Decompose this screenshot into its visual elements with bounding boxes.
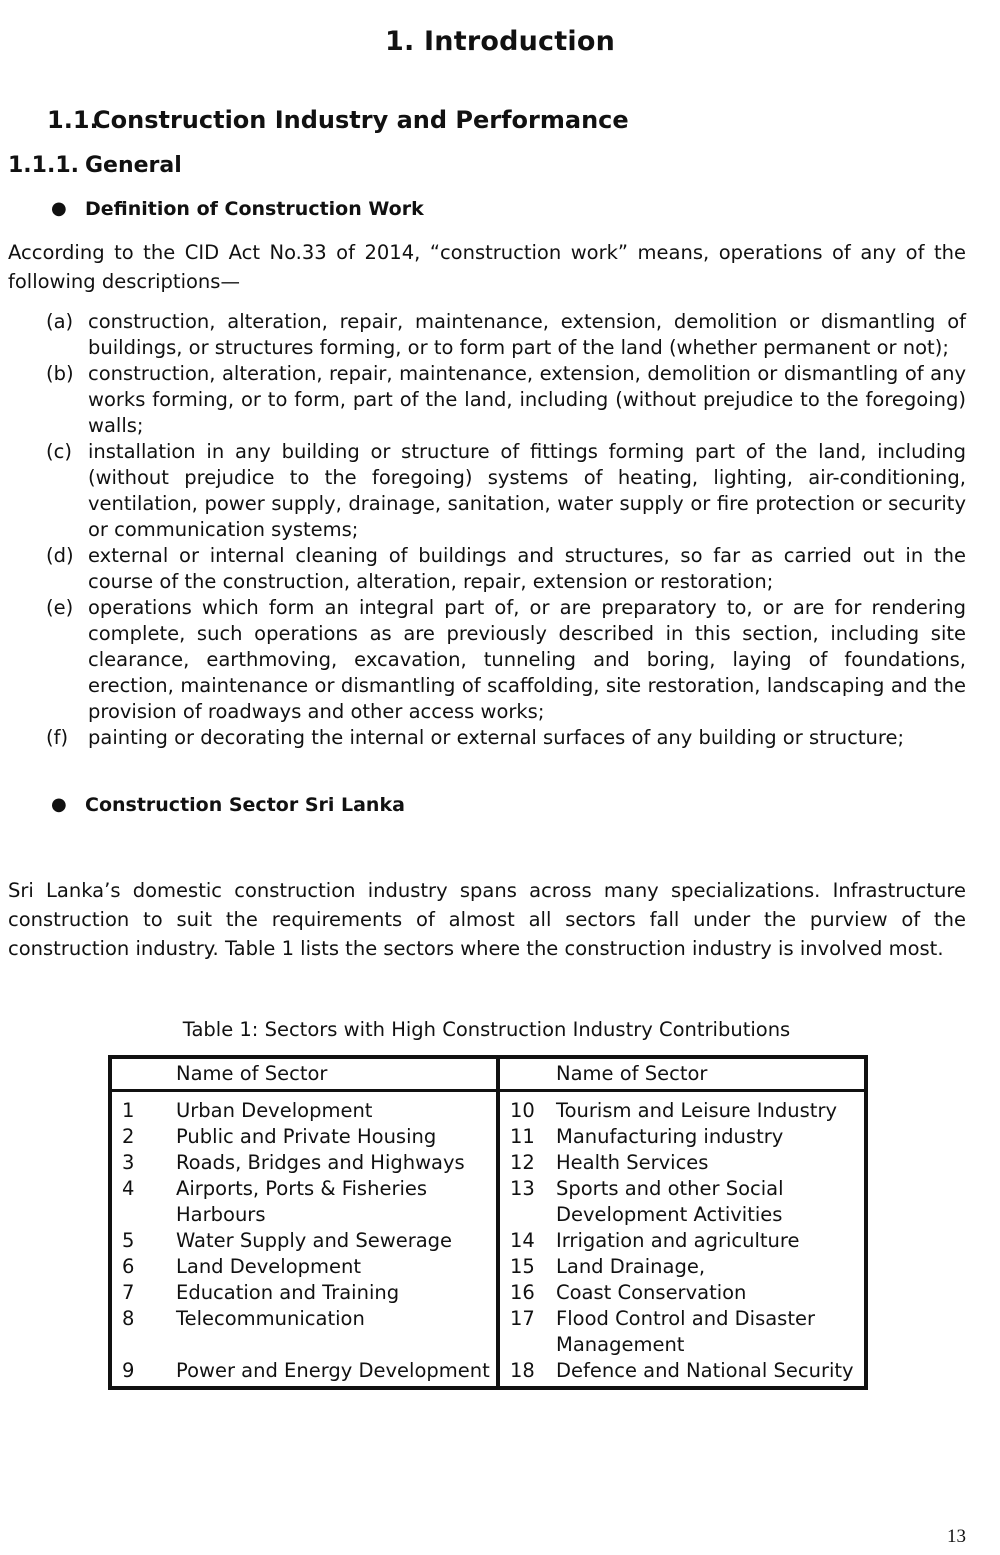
list-item-label: (a) — [46, 310, 74, 333]
list-item-text: construction, alteration, repair, maintenance, extension, demolition or dismantling of any works forming, or to form, part of the land, including (without prejudice to the foregoing) walls; — [88, 362, 966, 437]
list-item — [8, 595, 966, 725]
table-row — [110, 1176, 866, 1228]
sector-name: Power and Energy Development — [176, 1359, 490, 1382]
section-number: 1.1. — [47, 106, 99, 134]
sector-name: Land Development — [176, 1255, 362, 1278]
sector-name: Irrigation and agriculture — [556, 1229, 800, 1252]
table-header-row — [110, 1057, 866, 1091]
sector-number: 2 — [122, 1125, 135, 1148]
section-title: Construction Industry and Performance — [93, 106, 629, 134]
sector-name: Manufacturing industry — [556, 1125, 784, 1148]
sector-paragraph: Sri Lanka’s domestic construction industry spans across many specializations. Infrastructure construction to suit the requirements of almost all sectors fall under the purview of the construction industry. Table 1 lists the sectors where the construction industry is involved most. — [8, 879, 966, 960]
sector-name: Airports, Ports & Fisheries Harbours — [176, 1177, 428, 1226]
sector-number: 15 — [498, 1254, 556, 1280]
bullet-heading — [51, 794, 405, 816]
sector-number: 12 — [498, 1150, 556, 1176]
list-item — [8, 309, 966, 361]
sector-name: Tourism and Leisure Industry — [556, 1099, 838, 1122]
sector-name: Education and Training — [176, 1281, 400, 1304]
table-row — [110, 1091, 866, 1125]
sector-number: 16 — [498, 1280, 556, 1306]
table-row — [110, 1280, 866, 1306]
subsection-title: General — [85, 153, 182, 178]
list-item-text: operations which form an integral part of, or are preparatory to, or are for rendering complete, such operations as are previously described in this section, including site clearance, earthmoving, excavation, tunneling and boring, laying of foundations, erection, maintenance or dismantling of scaffolding, site restoration, landscaping and the provision of roadways and other access works; — [88, 596, 966, 723]
sector-name: Flood Control and Disaster Management — [556, 1307, 816, 1356]
table-caption: Table 1: Sectors with High Construction Industry Contributions — [182, 1018, 791, 1041]
page-heading: 1. Introduction — [385, 26, 615, 57]
list-item — [8, 361, 966, 439]
list-item-label: (f) — [46, 726, 69, 749]
sector-number: 1 — [122, 1099, 135, 1122]
sector-number: 18 — [498, 1358, 556, 1388]
subsection-heading — [8, 153, 182, 178]
sector-number: 8 — [122, 1307, 135, 1330]
sector-number: 9 — [122, 1359, 135, 1382]
list-item-text: painting or decorating the internal or external surfaces of any building or structure; — [88, 726, 905, 749]
bullet-icon: ● — [51, 794, 67, 815]
list-item-label: (c) — [46, 440, 72, 463]
sector-number: 3 — [122, 1151, 135, 1174]
column-header: Name of Sector — [556, 1057, 866, 1091]
sector-number: 10 — [498, 1091, 556, 1125]
sector-number: 4 — [122, 1177, 135, 1200]
bullet-icon: ● — [51, 198, 67, 219]
sector-name: Urban Development — [176, 1099, 373, 1122]
sector-name: Sports and other Social Development Activities — [556, 1177, 784, 1226]
sector-name: Land Drainage, — [556, 1255, 706, 1278]
list-item — [8, 543, 966, 595]
sector-name: Defence and National Security — [556, 1359, 854, 1382]
intro-paragraph: According to the CID Act No.33 of 2014, “construction work” means, operations of any of the following descriptions— — [8, 241, 966, 293]
section-heading — [47, 106, 629, 134]
list-item — [8, 439, 966, 543]
sector-name: Public and Private Housing — [176, 1125, 437, 1148]
subsection-number: 1.1.1. — [8, 153, 79, 178]
page-number: 13 — [947, 1526, 966, 1547]
table-row — [110, 1228, 866, 1254]
bullet-heading-text: Definition of Construction Work — [85, 198, 424, 220]
list-item — [8, 725, 966, 751]
table-row — [110, 1150, 866, 1176]
sector-number: 13 — [498, 1176, 556, 1228]
sectors-table — [108, 1055, 868, 1390]
bullet-heading — [51, 198, 424, 220]
table-row — [110, 1124, 866, 1150]
list-item-label: (b) — [46, 362, 74, 385]
sector-number: 17 — [498, 1306, 556, 1358]
list-item-label: (d) — [46, 544, 74, 567]
sector-name: Telecommunication — [176, 1307, 365, 1330]
sector-number: 5 — [122, 1229, 135, 1252]
sector-number: 14 — [498, 1228, 556, 1254]
list-item-label: (e) — [46, 596, 74, 619]
bullet-heading-text: Construction Sector Sri Lanka — [85, 794, 405, 816]
list-item-text: external or internal cleaning of buildings and structures, so far as carried out in the course of the construction, alteration, repair, extension or restoration; — [88, 544, 966, 593]
sector-name: Coast Conservation — [556, 1281, 747, 1304]
table-row — [110, 1254, 866, 1280]
sector-name: Water Supply and Sewerage — [176, 1229, 453, 1252]
column-header: Name of Sector — [176, 1057, 498, 1091]
sector-name: Roads, Bridges and Highways — [176, 1151, 465, 1174]
table-row — [110, 1306, 866, 1358]
sector-name: Health Services — [556, 1151, 709, 1174]
table-row — [110, 1358, 866, 1388]
sector-number: 7 — [122, 1281, 135, 1304]
list-item-text: installation in any building or structure of fittings forming part of the land, including (without prejudice to the foregoing) systems of heating, lighting, air-conditioning, ventilation, power supply, drainage, sanitation, water supply or fire protection or security or communication systems; — [88, 440, 966, 541]
sector-number: 6 — [122, 1255, 135, 1278]
definition-list — [8, 309, 966, 751]
sector-number: 11 — [498, 1124, 556, 1150]
list-item-text: construction, alteration, repair, maintenance, extension, demolition or dismantling of buildings, or structures forming, or to form part of the land (whether permanent or not); — [88, 310, 966, 359]
